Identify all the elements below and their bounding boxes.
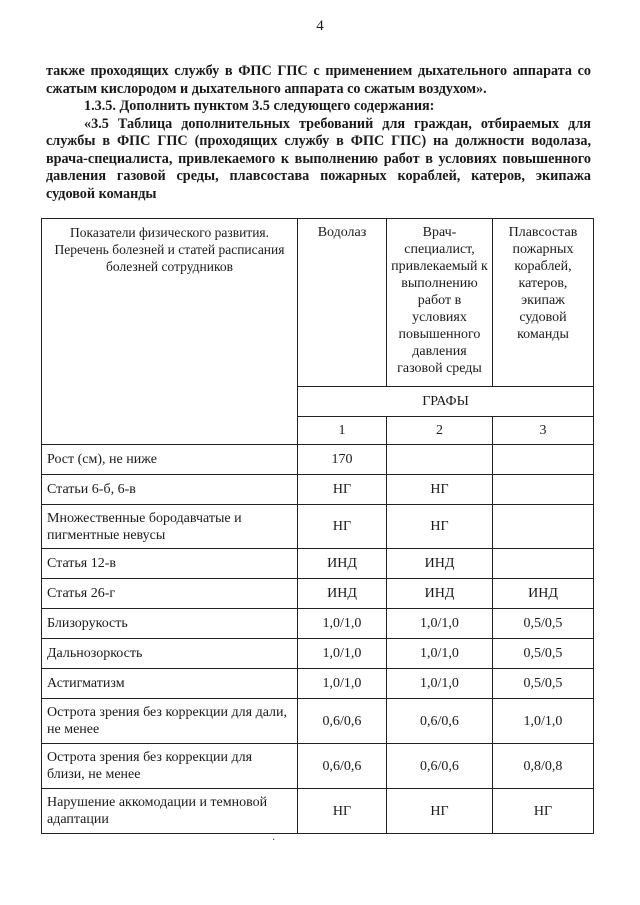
row-value-col2: НГ xyxy=(387,475,493,505)
page-number: 4 xyxy=(316,18,324,34)
row-name: Статьи 6-б, 6-в xyxy=(42,475,298,505)
table-row xyxy=(42,744,594,789)
row-value-col2: 0,6/0,6 xyxy=(387,699,493,744)
row-name: Астигматизм xyxy=(42,669,298,699)
row-value-col3 xyxy=(493,475,594,505)
row-value-col3: 1,0/1,0 xyxy=(493,699,594,744)
header-doctor-specialist: Врач-специалист, привлекаемый к выполнению работ в условиях повышенного давления газовой среды xyxy=(387,219,493,387)
row-value-col3: НГ xyxy=(493,789,594,834)
row-value-col1: ИНД xyxy=(298,579,387,609)
row-name: Нарушение аккомодации и темновой адаптации xyxy=(42,789,298,834)
row-value-col1: НГ xyxy=(298,475,387,505)
row-value-col3: 0,5/0,5 xyxy=(493,669,594,699)
footer-dot: · xyxy=(272,835,276,846)
intro-paragraph-1: также проходящих службу в ФПС ГПС с применением дыхательного аппарата со сжатым кислородом и дыхательного аппарата со сжатым воздухом». xyxy=(46,63,591,97)
row-value-col1: 1,0/1,0 xyxy=(298,639,387,669)
row-value-col2: ИНД xyxy=(387,579,493,609)
row-value-col3 xyxy=(493,549,594,579)
row-value-col1: 0,6/0,6 xyxy=(298,744,387,789)
graph-number-1: 1 xyxy=(298,417,387,445)
row-value-col3 xyxy=(493,505,594,549)
row-name: Множественные бородавчатые и пигментные невусы xyxy=(42,505,298,549)
table-row xyxy=(42,579,594,609)
header-indicators: Показатели физического развития. Перечень болезней и статей расписания болезней сотрудников xyxy=(42,219,298,445)
row-value-col3: ИНД xyxy=(493,579,594,609)
row-name: Острота зрения без коррекции для дали, не менее xyxy=(42,699,298,744)
row-name: Близорукость xyxy=(42,609,298,639)
row-name: Рост (см), не ниже xyxy=(42,445,298,475)
table-row xyxy=(42,789,594,834)
table-row xyxy=(42,549,594,579)
intro-paragraph-3: «3.5 Таблица дополнительных требований для граждан, отбираемых для службы в ФПС ГПС (проходящих службу в ФПС ГПС) на должности водолаза, врача-специалиста, привлекаемого к выполнению работ в условиях повышенного давления газовой среды, плавсостава пожарных кораблей, катеров, экипажа судовой команды xyxy=(46,115,591,202)
table-row xyxy=(42,445,594,475)
table-row xyxy=(42,639,594,669)
row-value-col1: 170 xyxy=(298,445,387,475)
header-diver: Водолаз xyxy=(298,219,387,387)
intro-text xyxy=(46,63,591,203)
header-fleet-crew: Плавсостав пожарных кораблей, катеров, экипаж судовой команды xyxy=(493,219,594,387)
row-value-col2 xyxy=(387,445,493,475)
row-value-col1: 1,0/1,0 xyxy=(298,609,387,639)
row-value-col2: 1,0/1,0 xyxy=(387,639,493,669)
row-value-col1: НГ xyxy=(298,789,387,834)
table-row xyxy=(42,609,594,639)
intro-paragraph-2: 1.3.5. Дополнить пунктом 3.5 следующего содержания: xyxy=(84,98,435,114)
graph-number-2: 2 xyxy=(387,417,493,445)
row-name: Острота зрения без коррекции для близи, не менее xyxy=(42,744,298,789)
row-value-col3: 0,8/0,8 xyxy=(493,744,594,789)
row-value-col2: 1,0/1,0 xyxy=(387,669,493,699)
row-value-col3: 0,5/0,5 xyxy=(493,609,594,639)
table-row xyxy=(42,699,594,744)
grafy-label: ГРАФЫ xyxy=(298,387,594,417)
row-value-col1: 1,0/1,0 xyxy=(298,669,387,699)
row-value-col2: НГ xyxy=(387,505,493,549)
table-row xyxy=(42,669,594,699)
row-value-col2: 0,6/0,6 xyxy=(387,744,493,789)
row-value-col2: НГ xyxy=(387,789,493,834)
row-value-col3 xyxy=(493,445,594,475)
table-row xyxy=(42,505,594,549)
row-value-col2: 1,0/1,0 xyxy=(387,609,493,639)
table-row xyxy=(42,475,594,505)
row-name: Дальнозоркость xyxy=(42,639,298,669)
row-value-col1: НГ xyxy=(298,505,387,549)
row-value-col2: ИНД xyxy=(387,549,493,579)
table-header-row xyxy=(42,219,594,387)
requirements-table xyxy=(41,218,594,834)
row-value-col1: ИНД xyxy=(298,549,387,579)
row-value-col1: 0,6/0,6 xyxy=(298,699,387,744)
row-value-col3: 0,5/0,5 xyxy=(493,639,594,669)
row-name: Статья 12-в xyxy=(42,549,298,579)
row-name: Статья 26-г xyxy=(42,579,298,609)
graph-number-3: 3 xyxy=(493,417,594,445)
